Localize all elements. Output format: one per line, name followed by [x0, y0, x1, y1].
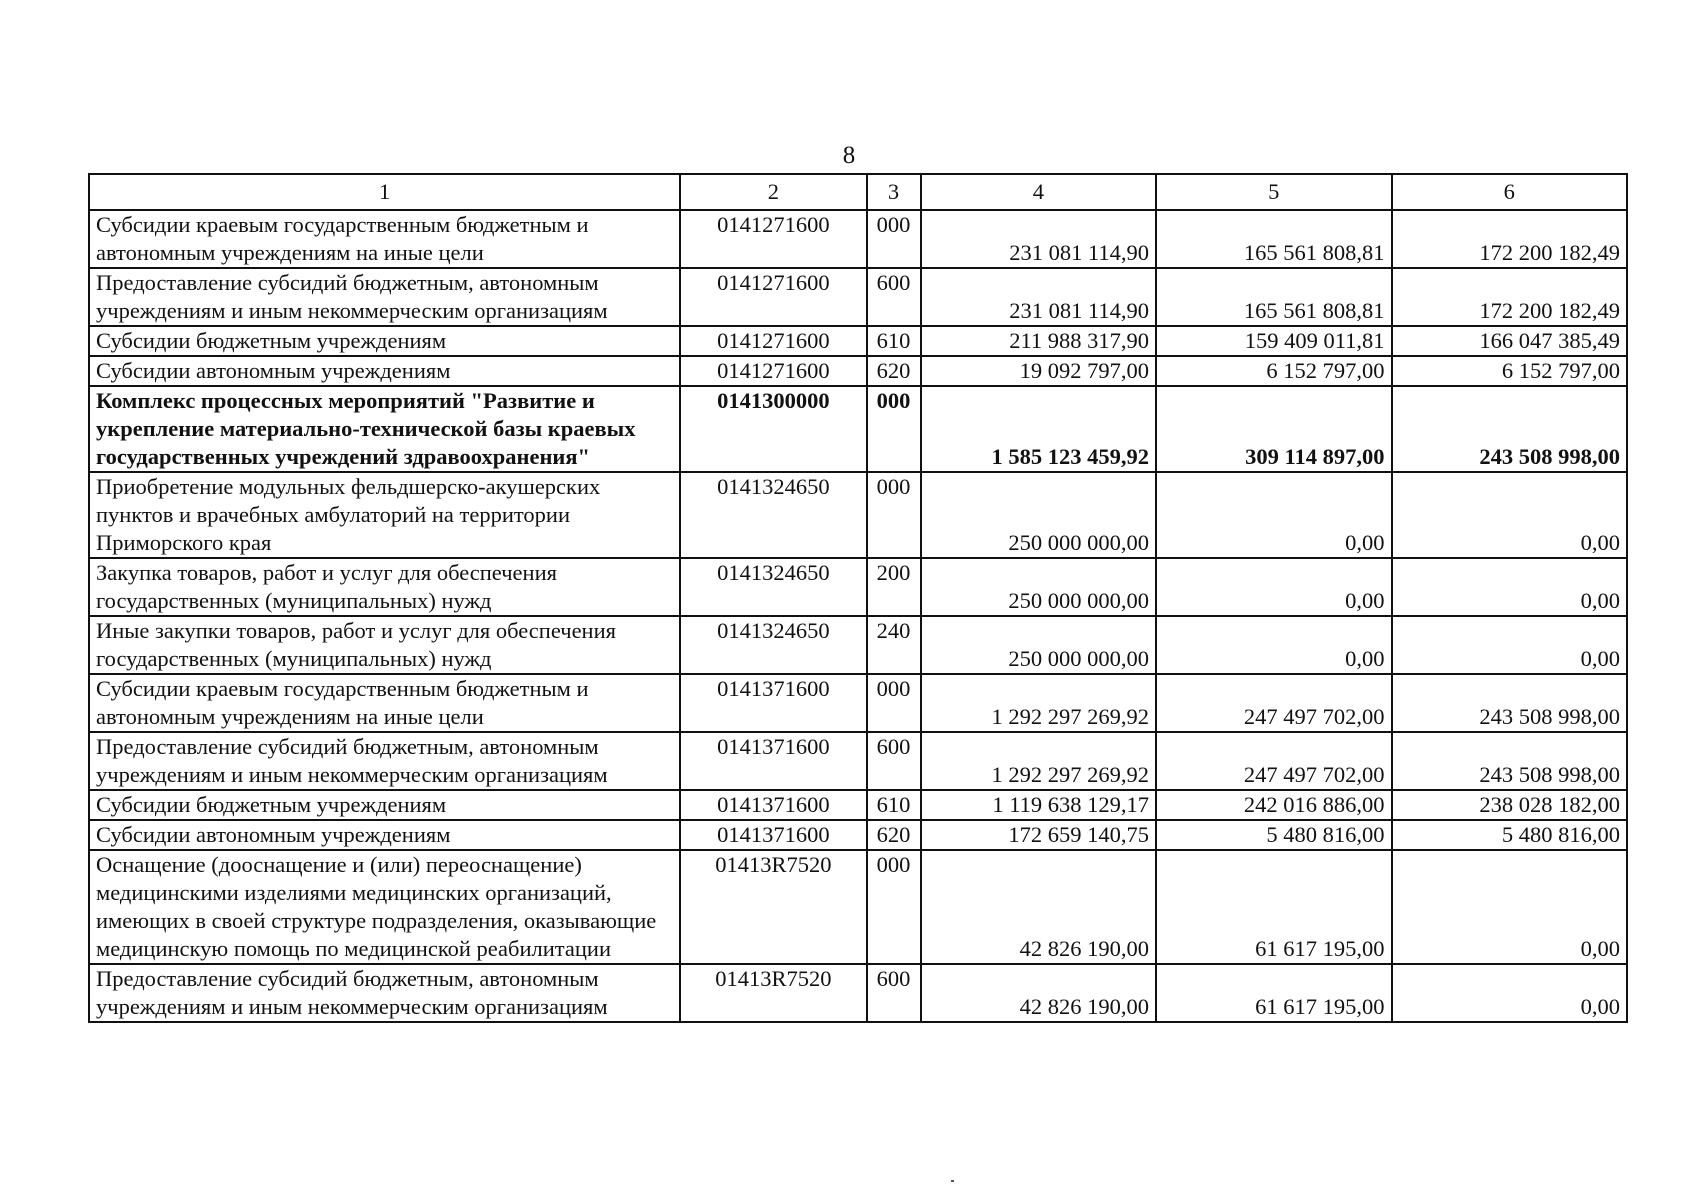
row-amount-cell: 243 508 998,00	[1392, 386, 1628, 472]
row-amount-cell: 1 585 123 459,92	[921, 386, 1156, 472]
row-name-cell: Субсидии автономным учреждениям	[89, 356, 680, 386]
row-expense-type-cell: 000	[867, 210, 921, 268]
row-amount-cell: 166 047 385,49	[1392, 326, 1628, 356]
row-code-cell: 01413R7520	[680, 850, 866, 964]
table-row	[89, 850, 1627, 964]
row-expense-type-cell: 600	[867, 964, 921, 1022]
table-row	[89, 558, 1627, 616]
row-expense-type-cell: 610	[867, 790, 921, 820]
row-amount-cell: 0,00	[1392, 472, 1628, 558]
row-code-cell: 0141271600	[680, 268, 866, 326]
row-amount-cell: 243 508 998,00	[1392, 732, 1628, 790]
row-amount-cell: 172 200 182,49	[1392, 210, 1628, 268]
row-name-cell: Закупка товаров, работ и услуг для обеспечения государственных (муниципальных) нужд	[89, 558, 680, 616]
row-amount-cell: 250 000 000,00	[921, 558, 1156, 616]
row-amount-cell: 172 659 140,75	[921, 820, 1156, 850]
row-expense-type-cell: 000	[867, 850, 921, 964]
row-amount-cell: 165 561 808,81	[1156, 210, 1391, 268]
table-row	[89, 356, 1627, 386]
row-expense-type-cell: 000	[867, 674, 921, 732]
row-amount-cell: 0,00	[1392, 850, 1628, 964]
row-amount-cell: 0,00	[1392, 558, 1628, 616]
row-amount-cell: 211 988 317,90	[921, 326, 1156, 356]
row-amount-cell: 1 292 297 269,92	[921, 732, 1156, 790]
row-code-cell: 0141271600	[680, 356, 866, 386]
row-expense-type-cell: 600	[867, 732, 921, 790]
table-row	[89, 732, 1627, 790]
row-amount-cell: 242 016 886,00	[1156, 790, 1391, 820]
row-amount-cell: 0,00	[1392, 616, 1628, 674]
row-name-cell: Субсидии бюджетным учреждениям	[89, 790, 680, 820]
row-name-cell: Субсидии краевым государственным бюджетным и автономным учреждениям на иные цели	[89, 210, 680, 268]
row-name-cell: Комплекс процессных мероприятий "Развитие и укрепление материально-технической базы краевых государственных учреждений здравоохранения"	[89, 386, 680, 472]
row-amount-cell: 247 497 702,00	[1156, 732, 1391, 790]
row-amount-cell: 247 497 702,00	[1156, 674, 1391, 732]
table-row	[89, 820, 1627, 850]
row-amount-cell: 231 081 114,90	[921, 268, 1156, 326]
column-header: 1	[89, 174, 680, 210]
row-amount-cell: 0,00	[1392, 964, 1628, 1022]
row-expense-type-cell: 620	[867, 356, 921, 386]
row-expense-type-cell: 610	[867, 326, 921, 356]
table-row	[89, 326, 1627, 356]
row-code-cell: 0141271600	[680, 210, 866, 268]
row-code-cell: 0141324650	[680, 472, 866, 558]
row-code-cell: 0141371600	[680, 790, 866, 820]
row-amount-cell: 1 119 638 129,17	[921, 790, 1156, 820]
table-row	[89, 674, 1627, 732]
row-name-cell: Субсидии бюджетным учреждениям	[89, 326, 680, 356]
row-amount-cell: 42 826 190,00	[921, 964, 1156, 1022]
row-name-cell: Предоставление субсидий бюджетным, автономным учреждениям и иным некоммерческим организациям	[89, 732, 680, 790]
row-code-cell: 0141371600	[680, 732, 866, 790]
table-row	[89, 964, 1627, 1022]
column-header: 2	[680, 174, 866, 210]
row-name-cell: Приобретение модульных фельдшерско-акушерских пунктов и врачебных амбулаторий на территории Приморского края	[89, 472, 680, 558]
row-code-cell: 0141324650	[680, 558, 866, 616]
table-row	[89, 616, 1627, 674]
row-name-cell: Субсидии краевым государственным бюджетным и автономным учреждениям на иные цели	[89, 674, 680, 732]
row-amount-cell: 0,00	[1156, 616, 1391, 674]
row-amount-cell: 165 561 808,81	[1156, 268, 1391, 326]
row-expense-type-cell: 000	[867, 472, 921, 558]
row-amount-cell: 0,00	[1156, 472, 1391, 558]
row-amount-cell: 6 152 797,00	[1392, 356, 1628, 386]
row-name-cell: Предоставление субсидий бюджетным, автономным учреждениям и иным некоммерческим организациям	[89, 268, 680, 326]
column-header: 5	[1156, 174, 1391, 210]
row-code-cell: 0141324650	[680, 616, 866, 674]
row-expense-type-cell: 240	[867, 616, 921, 674]
row-code-cell: 01413R7520	[680, 964, 866, 1022]
row-amount-cell: 42 826 190,00	[921, 850, 1156, 964]
table-row	[89, 386, 1627, 472]
row-expense-type-cell: 000	[867, 386, 921, 472]
row-name-cell: Субсидии автономным учреждениям	[89, 820, 680, 850]
row-amount-cell: 5 480 816,00	[1392, 820, 1628, 850]
row-code-cell: 0141371600	[680, 674, 866, 732]
row-amount-cell: 231 081 114,90	[921, 210, 1156, 268]
row-amount-cell: 1 292 297 269,92	[921, 674, 1156, 732]
row-code-cell: 0141371600	[680, 820, 866, 850]
row-expense-type-cell: 620	[867, 820, 921, 850]
row-amount-cell: 159 409 011,81	[1156, 326, 1391, 356]
column-header: 4	[921, 174, 1156, 210]
row-expense-type-cell: 600	[867, 268, 921, 326]
row-amount-cell: 61 617 195,00	[1156, 964, 1391, 1022]
row-amount-cell: 19 092 797,00	[921, 356, 1156, 386]
row-name-cell: Иные закупки товаров, работ и услуг для обеспечения государственных (муниципальных) нужд	[89, 616, 680, 674]
row-amount-cell: 309 114 897,00	[1156, 386, 1391, 472]
row-amount-cell: 172 200 182,49	[1392, 268, 1628, 326]
budget-table	[88, 173, 1628, 1023]
row-amount-cell: 250 000 000,00	[921, 616, 1156, 674]
row-name-cell: Предоставление субсидий бюджетным, автономным учреждениям и иным некоммерческим организациям	[89, 964, 680, 1022]
table-row	[89, 472, 1627, 558]
page-number: 8	[842, 142, 856, 169]
row-amount-cell: 250 000 000,00	[921, 472, 1156, 558]
row-expense-type-cell: 200	[867, 558, 921, 616]
row-name-cell: Оснащение (дооснащение и (или) переоснащение) медицинскими изделиями медицинских организаций, имеющих в своей структуре подразделения, оказывающие медицинскую помощь по медицинской реабилитации	[89, 850, 680, 964]
column-header: 3	[867, 174, 921, 210]
row-amount-cell: 243 508 998,00	[1392, 674, 1628, 732]
row-amount-cell: 61 617 195,00	[1156, 850, 1391, 964]
table-row	[89, 268, 1627, 326]
row-amount-cell: 5 480 816,00	[1156, 820, 1391, 850]
table-header-row	[89, 174, 1627, 210]
column-header: 6	[1392, 174, 1628, 210]
table-row	[89, 210, 1627, 268]
row-code-cell: 0141271600	[680, 326, 866, 356]
row-amount-cell: 0,00	[1156, 558, 1391, 616]
row-amount-cell: 6 152 797,00	[1156, 356, 1391, 386]
row-code-cell: 0141300000	[680, 386, 866, 472]
scan-artifact	[951, 1180, 954, 1182]
row-amount-cell: 238 028 182,00	[1392, 790, 1628, 820]
table-row	[89, 790, 1627, 820]
